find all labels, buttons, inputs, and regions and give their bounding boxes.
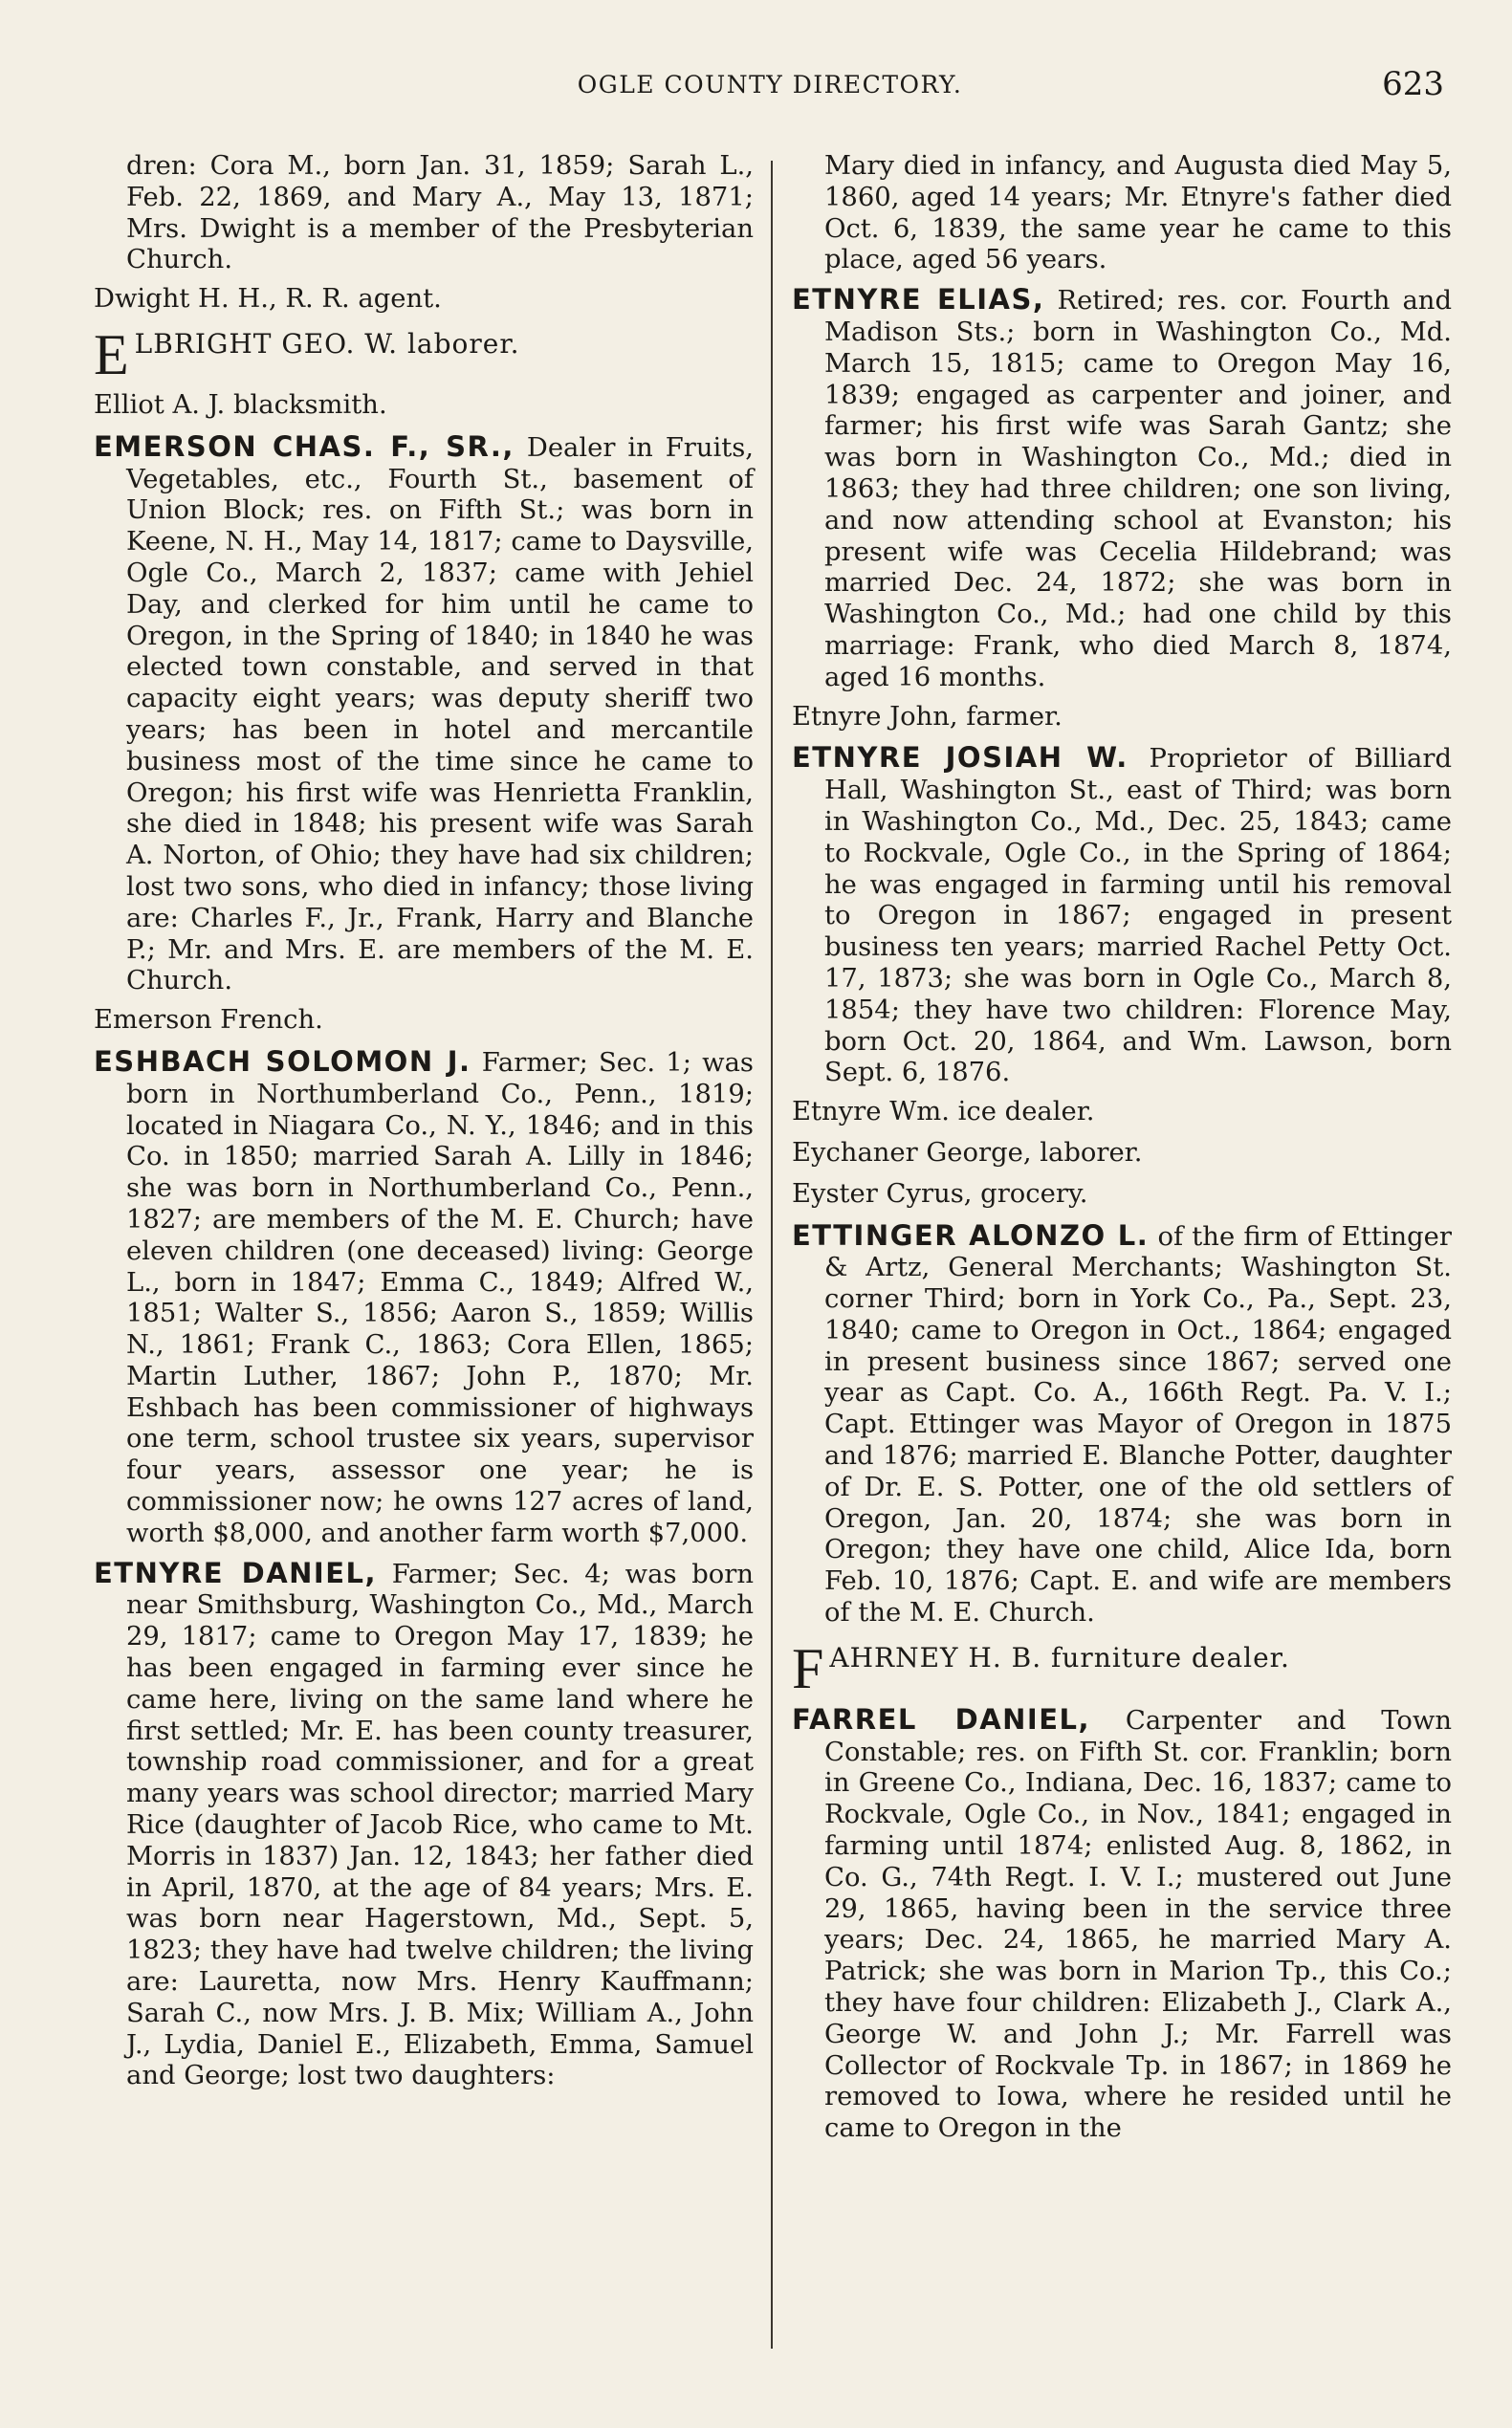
entry-text: dren: Cora M., born Jan. 31, 1859; Sarah L., Feb. 22, 1869, and Mary A., May 13, 1871; Mrs. Dwight is a member of the Presbyterian Church.: [126, 151, 754, 275]
entry-elliot: Elliot A. J. blacksmith.: [94, 389, 387, 420]
entry-text: LBRIGHT GEO. W. laborer.: [134, 327, 520, 360]
entry-etnyre-john: Etnyre John, farmer.: [792, 701, 1063, 732]
entry-text: Dealer in Fruits, Vegetables, etc., Fourth St., basement of Union Block; res. on Fifth St.; was born in Keene, N. H., May 14, 1817; came to Daysville, Ogle Co., March 2, 1837; came with Jehiel Day, and clerked for him until he came to Oregon, in the Spring of 1840; in 1840 he was elected town constable, and served in that capacity eight years; was deputy sheriff two years; has been in hotel and mercantile business most of the time since he came to Oregon; his first wife was Henrietta Franklin, she died in 1848; his present wife was Sarah A. Norton, of Ohio; they have had six children; lost two sons, who died in infancy; those living are: Charles F., Jr., Frank, Harry and Blanche P.; Mr. and Mrs. E. are members of the M. E. Church.: [126, 432, 754, 996]
section-initial-f: F: [792, 1636, 824, 1700]
entry-text: Proprietor of Billiard Hall, Washington St., east of Third; was born in Washington Co., Md., Dec. 25, 1843; came to Rockvale, Ogle Co., in the Spring of 1864; he was engaged in farming until his removal to Oregon in 1867; engaged in present business ten years; married Rachel Petty Oct. 17, 1873; she was born in Ogle Co., March 8, 1854; they have two children: Florence May, born Oct. 20, 1864, and Wm. Lawson, born Sept. 6, 1876.: [824, 744, 1452, 1088]
entry-name: ETNYRE DANIEL,: [94, 1556, 378, 1589]
entry-name: EMERSON CHAS. F., SR.,: [94, 429, 515, 463]
entry-text: of the firm of Ettinger & Artz, General Merchants; Washington St. corner Third; born in York Co., Pa., Sept. 23, 1840; came to Oregon in Oct., 1864; engaged in present business since 1867; served one year as Capt. Co. A., 166th Regt. Pa. V. I.; Capt. Ettinger was Mayor of Oregon in 1875 and 1876; married E. Blanche Potter, daughter of Dr. E. S. Potter, one of the old settlers of Oregon, Jan. 20, 1874; she was born in Oregon; they have one child, Alice Ida, born Feb. 10, 1876; Capt. E. and wife are members of the M. E. Church.: [824, 1221, 1452, 1629]
running-head: OGLE COUNTY DIRECTORY.: [577, 71, 963, 98]
entry-emerson-french: Emerson French.: [94, 1005, 323, 1036]
column-divider: [771, 161, 773, 2349]
page-header: [96, 65, 1444, 113]
entry-ettinger: [792, 1220, 1452, 1630]
entry-emerson: [94, 431, 754, 997]
entry-eshbach: [94, 1046, 754, 1550]
entry-elbright: [94, 322, 754, 386]
entry-text: Carpenter and Town Constable; res. on Fifth St. cor. Franklin; born in Greene Co., Indiana, Dec. 16, 1837; came to Rockvale, Ogle Co., in Nov., 1841; engaged in farming until 1874; enlisted Aug. 8, 1862, in Co. G., 74th Regt. I. V. I.; mustered out June 29, 1865, having been in the service three years; Dec. 24, 1865, he married Mary A. Patrick; she was born in Marion Tp., this Co.; they have four children: Elizabeth J., Clark A., George W. and John J.; Mr. Farrell was Collector of Rockvale Tp. in 1867; in 1869 he removed to Iowa, where he resided until he came to Oregon in the: [824, 1705, 1452, 2144]
entry-text: Farmer; Sec. 4; was born near Smithsburg, Washington Co., Md., March 29, 1817; came to Oregon May 17, 1839; he has been engaged in farming ever since he came here, living on the same land where he first settled; Mr. E. has been county treasurer, township road commissioner, and for a great many years was school director; married Mary Rice (daughter of Jacob Rice, who came to Mt. Morris in 1837) Jan. 12, 1843; her father died in April, 1870, at the age of 84 years; Mrs. E. was born near Hagerstown, Md., Sept. 5, 1823; they have had twelve children; the living are: Lauretta, now Mrs. Henry Kauffmann; Sarah C., now Mrs. J. B. Mix; William A., John J., Lydia, Daniel E., Elizabeth, Emma, Samuel and George; lost two daughters:: [126, 1559, 754, 2091]
entry-dwight-hh: Dwight H. H., R. R. agent.: [94, 284, 442, 315]
page-number: 623: [1382, 65, 1444, 103]
entry-name: ETNYRE JOSIAH W.: [792, 741, 1129, 775]
entry-eyster: Eyster Cyrus, grocery.: [792, 1178, 1088, 1209]
entry-text: Retired; res. cor. Fourth and Madison Sts.; born in Washington Co., Md. March 15, 1815; came to Oregon May 16, 1839; engaged as carpenter and joiner, and farmer; his first wife was Sarah Gantz; she was born in Washington Co., Md.; died in 1863; they had three children; one son living, and now attending school at Evanston; his present wife was Cecelia Hildebrand; was married Dec. 24, 1872; she was born in Washington Co., Md.; had one child by this marriage: Frank, who died March 8, 1874, aged 16 months.: [824, 286, 1452, 692]
section-initial-e: E: [94, 322, 129, 386]
right-column: [792, 151, 1452, 2153]
entry-name: ETTINGER ALONZO L.: [792, 1218, 1150, 1252]
entry-name: ETNYRE ELIAS,: [792, 283, 1045, 317]
entry-farrel: [792, 1704, 1452, 2145]
entry-dwight-continued: [94, 151, 754, 276]
entry-text: Mary died in infancy, and Augusta died May 5, 1860, aged 14 years; Mr. Etnyre's father died Oct. 6, 1839, the same year he came to this place, aged 56 years.: [824, 151, 1452, 275]
entry-etnyre-daniel: [94, 1558, 754, 2093]
entry-etnyre-elias: [792, 284, 1452, 693]
entry-etnyre-wm: Etnyre Wm. ice dealer.: [792, 1097, 1095, 1127]
entry-name: FARREL DANIEL,: [792, 1702, 1091, 1736]
left-column: [94, 151, 754, 2100]
entry-etnyre-daniel-continued: [792, 151, 1452, 276]
entry-eychaner: Eychaner George, laborer.: [792, 1137, 1143, 1168]
entry-name: ESHBACH SOLOMON J.: [94, 1044, 471, 1078]
entry-fahrney: [792, 1636, 1452, 1700]
entry-etnyre-josiah: [792, 742, 1452, 1089]
entry-text: AHRNEY H. B. furniture dealer.: [829, 1641, 1290, 1673]
entry-text: Farmer; Sec. 1; was born in Northumberland Co., Penn., 1819; located in Niagara Co., N. Y., 1846; and in this Co. in 1850; married Sarah A. Lilly in 1846; she was born in Northumberland Co., Penn., 1827; are members of the M. E. Church; have eleven children (one deceased) living: George L., born in 1847; Emma C., 1849; Alfred W., 1851; Walter S., 1856; Aaron S., 1859; Willis N., 1861; Frank C., 1863; Cora Ellen, 1865; Martin Luther, 1867; John P., 1870; Mr. Eshbach has been commissioner of highways one term, school trustee six years, supervisor four years, assessor one year; he is commissioner now; he owns 127 acres of land, worth $8,000, and another farm worth $7,000.: [126, 1047, 754, 1548]
